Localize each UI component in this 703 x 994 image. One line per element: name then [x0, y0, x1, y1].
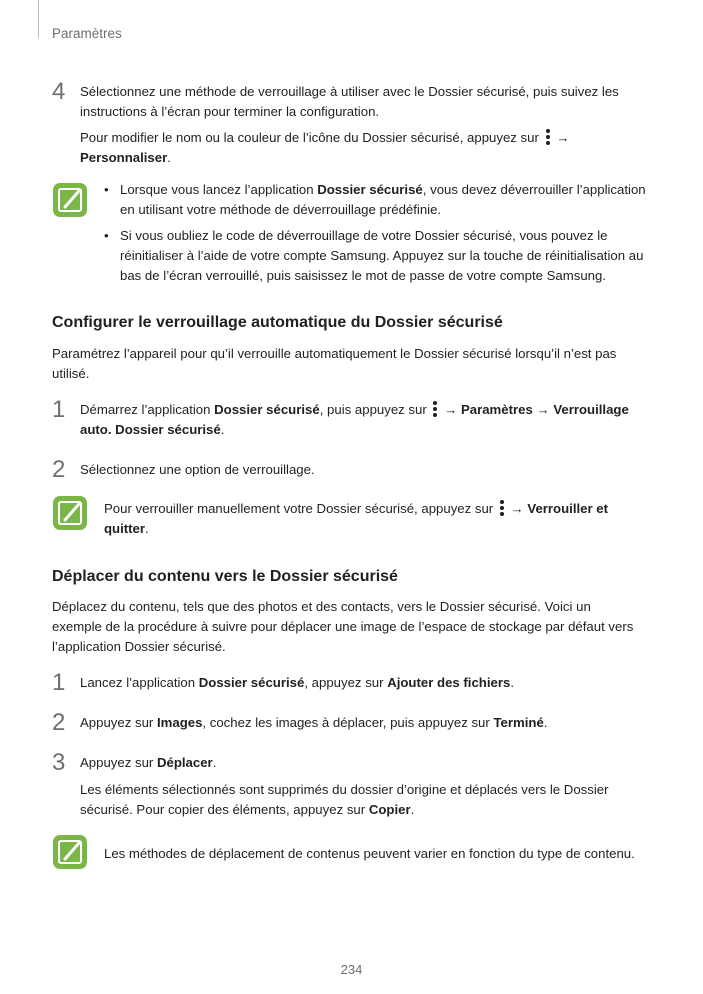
text-line: exemple de la procédure à suivre pour déplacer une image de l’espace de stockage par défaut vers [52, 619, 634, 634]
bullet: • [104, 228, 109, 243]
note-bullet-1 [120, 180, 646, 220]
section-heading: Déplacer du contenu vers le Dossier sécurisé [52, 568, 398, 585]
step-number: 2 [52, 456, 66, 483]
ui-term: Personnaliser [80, 150, 168, 165]
page-header: Paramètres [52, 26, 122, 41]
text-fragment: Pour verrouiller manuellement votre Dossier sécurisé, appuyez sur [104, 501, 494, 516]
text-line: Pour modifier le nom ou la couleur de l’icône du Dossier sécurisé, appuyez sur [80, 130, 539, 145]
arrow-glyph: → [532, 402, 554, 417]
text-fragment: Lorsque vous lancez l’application [120, 182, 318, 197]
ui-term: Déplacer [156, 755, 213, 770]
text-fragment: Démarrez l’application [80, 402, 215, 417]
text-line: instructions à l’écran pour terminer la configuration. [80, 104, 380, 119]
text-fragment: , puis appuyez sur [319, 402, 427, 417]
ui-term: Verrouillage [553, 402, 629, 417]
section-intro [52, 597, 633, 657]
ui-term: Dossier sécurisé [198, 675, 305, 690]
step-number: 3 [52, 749, 66, 776]
step-number: 2 [52, 709, 66, 736]
arrow-glyph: → [556, 130, 570, 145]
text-fragment: , cochez les images à déplacer, puis appuyez sur [202, 715, 494, 730]
punctuation: . [510, 675, 514, 690]
bullet: • [104, 182, 109, 197]
step-number: 1 [52, 669, 66, 696]
step-number: 1 [52, 396, 66, 423]
step-text [80, 753, 216, 773]
ui-term: Dossier sécurisé [214, 402, 320, 417]
ui-term: Ajouter des fichiers [387, 675, 511, 690]
ui-term: Dossier sécurisé [317, 182, 423, 197]
text-line: Sélectionnez une méthode de verrouillage à utiliser avec le Dossier sécurisé, puis suivez les [80, 84, 619, 99]
text-fragment: Lancez l’application [80, 675, 199, 690]
punctuation: . [220, 422, 225, 437]
more-options-icon [544, 129, 552, 145]
punctuation: . [410, 802, 415, 817]
note-pencil-icon [53, 835, 87, 869]
step-subtext [80, 780, 609, 820]
text-fragment: Appuyez sur [80, 715, 157, 730]
note-pencil-icon [53, 496, 87, 530]
text-fragment: sécurisé. Pour copier des éléments, appuyez sur [80, 802, 369, 817]
note-pencil-icon [53, 183, 87, 217]
ui-term: Paramètres [460, 402, 533, 417]
more-options-icon [431, 401, 439, 417]
note-text: Les méthodes de déplacement de contenus peuvent varier en fonction du type de contenu. [104, 846, 635, 861]
punctuation: . [543, 715, 548, 730]
text-line: l’application Dossier sécurisé. [52, 639, 226, 654]
punctuation: . [145, 521, 149, 536]
ui-term: quitter [104, 521, 146, 536]
punctuation: . [212, 755, 217, 770]
ui-term: Verrouiller et [527, 501, 609, 516]
corner-rule [38, 0, 39, 38]
more-options-icon [498, 500, 506, 516]
note-bullet-2 [120, 226, 643, 286]
text-line: Les éléments sélectionnés sont supprimés du dossier d’origine et déplacés vers le Dossier [80, 782, 609, 797]
ui-term: Images [156, 715, 203, 730]
ui-term: Terminé [493, 715, 544, 730]
text-line: réinitialiser à l’aide de votre compte Samsung. Appuyez sur la touche de réinitialisation au [120, 248, 644, 263]
text-fragment: , vous devez déverrouiller l’application [422, 182, 646, 197]
text-line: en utilisant votre méthode de déverrouillage prédéfinie. [120, 202, 442, 217]
section-intro [52, 344, 616, 384]
arrow-glyph: → [440, 402, 461, 417]
step-subtext [80, 128, 569, 168]
text-line: utilisé. [52, 366, 90, 381]
step-text [80, 673, 514, 693]
page-number: 234 [340, 962, 363, 977]
text-line: Paramétrez l’appareil pour qu’il verrouille automatiquement le Dossier sécurisé lorsqu’il n’est pas [52, 346, 617, 361]
ui-term: Copier [368, 802, 411, 817]
step-text [80, 400, 629, 440]
punctuation: . [167, 150, 171, 165]
text-fragment: Appuyez sur [80, 755, 157, 770]
step-number: 4 [52, 78, 66, 105]
ui-term: auto. Dossier sécurisé [80, 422, 221, 437]
step-text [80, 82, 619, 122]
section-heading: Configurer le verrouillage automatique du Dossier sécurisé [52, 314, 503, 331]
step-text: Sélectionnez une option de verrouillage. [80, 462, 315, 477]
arrow-glyph: → [506, 501, 528, 516]
text-line: bas de l’écran verrouillé, puis saisissez le mot de passe de votre compte Samsung. [120, 268, 606, 283]
note-text [104, 499, 608, 539]
text-fragment: , appuyez sur [304, 675, 388, 690]
step-text [80, 713, 547, 733]
text-line: Si vous oubliez le code de déverrouillage de votre Dossier sécurisé, vous pouvez le [120, 228, 608, 243]
text-line: Déplacez du contenu, tels que des photos et des contacts, vers le Dossier sécurisé. Voici un [52, 599, 591, 614]
